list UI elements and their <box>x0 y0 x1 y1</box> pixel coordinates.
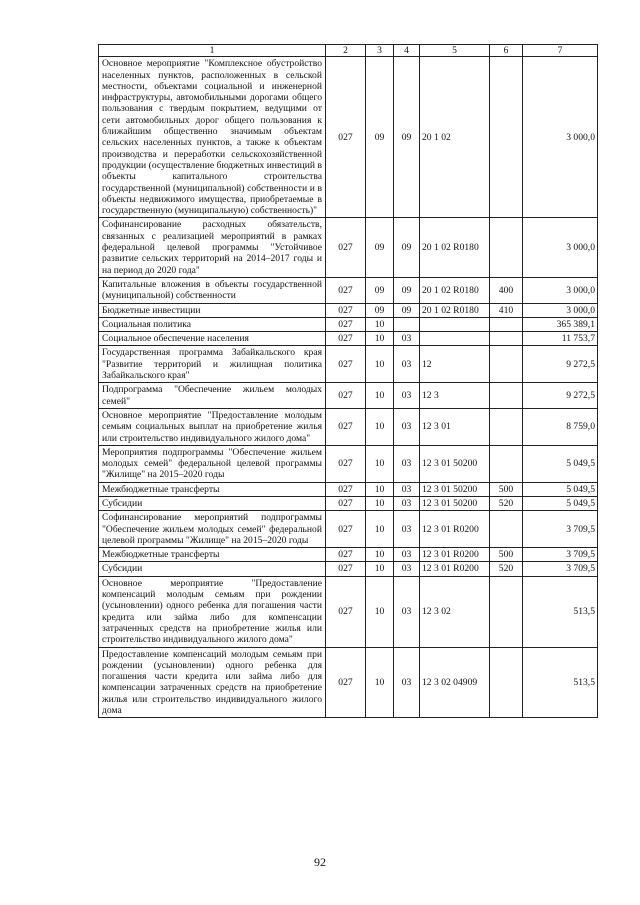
table-row <box>99 277 598 303</box>
row-name-cell: Основное мероприятие "Комплексное обустройство населенных пунктов, расположенных в сельской местности, объектами социальной и инженерной инфраструктуры, автомобильными дорогами общего пользования с твердым покрытием, ведущими от сети автомобильных дорог общего пользования к ближайшим общественно значимым объектам сельских населенных пунктов, а также к объектам производства и переработки сельскохозяйственной продукции (осуществление бюджетных инвестиций в объекты капитального строительства государственной (муниципальной) собственности и в объекты недвижимого имущества, приобретаемые в государственную (муниципальную) собственность)" <box>99 57 326 218</box>
section-code-cell: 10 <box>366 482 394 496</box>
ministry-code-cell: 027 <box>326 332 366 346</box>
subsection-code-cell: 09 <box>394 303 420 317</box>
row-name-cell: Мероприятия подпрограммы "Обеспечение жильем молодых семей" федеральной целевой программы "Жилище" на 2015–2020 годы <box>99 445 326 482</box>
subsection-code-cell: 03 <box>394 346 420 383</box>
section-code-cell: 09 <box>366 57 394 218</box>
table-row <box>99 346 598 383</box>
section-code-cell: 10 <box>366 562 394 576</box>
ministry-code-cell: 027 <box>326 548 366 562</box>
amount-cell: 8 759,0 <box>523 408 598 445</box>
ministry-code-cell: 027 <box>326 346 366 383</box>
expense-type-cell <box>490 408 523 445</box>
subsection-code-cell: 03 <box>394 562 420 576</box>
subsection-code-cell: 03 <box>394 496 420 510</box>
table-row <box>99 57 598 218</box>
ministry-code-cell: 027 <box>326 303 366 317</box>
table-row <box>99 383 598 409</box>
expense-type-cell: 520 <box>490 496 523 510</box>
target-article-cell: 20 1 02 R0180 <box>420 218 490 277</box>
section-code-cell: 10 <box>366 445 394 482</box>
amount-cell: 5 049,5 <box>523 445 598 482</box>
expense-type-cell <box>490 317 523 331</box>
amount-cell: 11 753,7 <box>523 332 598 346</box>
row-name-cell: Государственная программа Забайкальского края "Развитие территорий и жилищная политика Забайкальского края" <box>99 346 326 383</box>
row-name-cell: Межбюджетные трансферты <box>99 548 326 562</box>
table-row <box>99 317 598 331</box>
section-code-cell: 09 <box>366 277 394 303</box>
table-row <box>99 576 598 647</box>
table-body <box>99 45 598 718</box>
subsection-code-cell: 09 <box>394 218 420 277</box>
expense-type-cell <box>490 576 523 647</box>
table-row <box>99 408 598 445</box>
target-article-cell: 12 3 01 <box>420 408 490 445</box>
header-cell: 4 <box>394 45 420 57</box>
row-name-cell: Социальное обеспечение населения <box>99 332 326 346</box>
target-article-cell: 12 3 <box>420 383 490 409</box>
expense-type-cell: 500 <box>490 482 523 496</box>
header-cell: 2 <box>326 45 366 57</box>
row-name-cell: Основное мероприятие "Предоставление компенсаций молодым семьям при рождении (усыновлении) одного ребенка для погашения части кредита или займа либо для компенсации затраченных средств на приобретение жилья или строительство индивидуального жилого дома" <box>99 576 326 647</box>
amount-cell: 3 000,0 <box>523 303 598 317</box>
amount-cell: 9 272,5 <box>523 346 598 383</box>
ministry-code-cell: 027 <box>326 383 366 409</box>
row-name-cell: Межбюджетные трансферты <box>99 482 326 496</box>
table-row <box>99 218 598 277</box>
subsection-code-cell: 03 <box>394 332 420 346</box>
ministry-code-cell: 027 <box>326 576 366 647</box>
expense-type-cell: 410 <box>490 303 523 317</box>
table-row <box>99 445 598 482</box>
row-name-cell: Основное мероприятие "Предоставление молодым семьям социальных выплат на приобретение жилья или строительство индивидуального жилого дома" <box>99 408 326 445</box>
section-code-cell: 10 <box>366 647 394 718</box>
table-row <box>99 496 598 510</box>
section-code-cell: 10 <box>366 511 394 548</box>
subsection-code-cell <box>394 317 420 331</box>
table-row <box>99 332 598 346</box>
target-article-cell: 20 1 02 R0180 <box>420 277 490 303</box>
row-name-cell: Предоставление компенсаций молодым семьям при рождении (усыновлении) одного ребенка для погашения части кредита или займа либо для компенсации затраченных средств на приобретение жилья или строительство индивидуального жилого дома <box>99 647 326 718</box>
target-article-cell: 12 3 01 50200 <box>420 496 490 510</box>
target-article-cell: 12 3 02 04909 <box>420 647 490 718</box>
target-article-cell: 12 <box>420 346 490 383</box>
expense-type-cell <box>490 445 523 482</box>
subsection-code-cell: 03 <box>394 576 420 647</box>
subsection-code-cell: 03 <box>394 647 420 718</box>
subsection-code-cell: 03 <box>394 482 420 496</box>
subsection-code-cell: 03 <box>394 445 420 482</box>
table-row <box>99 548 598 562</box>
section-code-cell: 10 <box>366 408 394 445</box>
amount-cell: 5 049,5 <box>523 482 598 496</box>
expense-type-cell <box>490 332 523 346</box>
header-cell: 7 <box>523 45 598 57</box>
row-name-cell: Подпрограмма "Обеспечение жильем молодых семей" <box>99 383 326 409</box>
expense-type-cell <box>490 511 523 548</box>
section-code-cell: 10 <box>366 576 394 647</box>
amount-cell: 3 000,0 <box>523 218 598 277</box>
target-article-cell <box>420 317 490 331</box>
subsection-code-cell: 03 <box>394 408 420 445</box>
table-header-row <box>99 45 598 57</box>
target-article-cell: 12 3 01 50200 <box>420 445 490 482</box>
section-code-cell: 10 <box>366 548 394 562</box>
amount-cell: 9 272,5 <box>523 383 598 409</box>
table-row <box>99 511 598 548</box>
ministry-code-cell: 027 <box>326 482 366 496</box>
amount-cell: 3 709,5 <box>523 562 598 576</box>
table-row <box>99 647 598 718</box>
header-cell: 6 <box>490 45 523 57</box>
row-name-cell: Софинансирование мероприятий подпрограммы "Обеспечение жильем молодых семей" федеральной целевой программы "Жилище" на 2015–2020 годы <box>99 511 326 548</box>
section-code-cell: 10 <box>366 496 394 510</box>
target-article-cell: 12 3 02 <box>420 576 490 647</box>
target-article-cell <box>420 332 490 346</box>
row-name-cell: Бюджетные инвестиции <box>99 303 326 317</box>
subsection-code-cell: 09 <box>394 57 420 218</box>
amount-cell: 5 049,5 <box>523 496 598 510</box>
target-article-cell: 12 3 01 R0200 <box>420 548 490 562</box>
amount-cell: 3 709,5 <box>523 548 598 562</box>
subsection-code-cell: 09 <box>394 277 420 303</box>
expense-type-cell <box>490 218 523 277</box>
ministry-code-cell: 027 <box>326 445 366 482</box>
expense-type-cell: 520 <box>490 562 523 576</box>
amount-cell: 513,5 <box>523 576 598 647</box>
header-cell: 5 <box>420 45 490 57</box>
subsection-code-cell: 03 <box>394 548 420 562</box>
target-article-cell: 12 3 01 R0200 <box>420 562 490 576</box>
amount-cell: 3 000,0 <box>523 277 598 303</box>
table-row <box>99 562 598 576</box>
ministry-code-cell: 027 <box>326 317 366 331</box>
row-name-cell: Субсидии <box>99 562 326 576</box>
section-code-cell: 10 <box>366 332 394 346</box>
expense-type-cell <box>490 647 523 718</box>
target-article-cell: 20 1 02 <box>420 57 490 218</box>
amount-cell: 3 000,0 <box>523 57 598 218</box>
table-row <box>99 482 598 496</box>
page-number: 92 <box>314 855 326 869</box>
table-row <box>99 303 598 317</box>
ministry-code-cell: 027 <box>326 408 366 445</box>
section-code-cell: 09 <box>366 218 394 277</box>
budget-table <box>98 44 598 718</box>
expense-type-cell: 500 <box>490 548 523 562</box>
row-name-cell: Софинансирование расходных обязательств, связанных с реализацией мероприятий в рамках федеральной целевой программы "Устойчивое развитие сельских территорий на 2014–2017 годы и на период до 2020 года" <box>99 218 326 277</box>
target-article-cell: 12 3 01 R0200 <box>420 511 490 548</box>
row-name-cell: Капитальные вложения в объекты государственной (муниципальной) собственности <box>99 277 326 303</box>
subsection-code-cell: 03 <box>394 383 420 409</box>
ministry-code-cell: 027 <box>326 57 366 218</box>
ministry-code-cell: 027 <box>326 511 366 548</box>
section-code-cell: 09 <box>366 303 394 317</box>
amount-cell: 365 389,1 <box>523 317 598 331</box>
row-name-cell: Социальная политика <box>99 317 326 331</box>
subsection-code-cell: 03 <box>394 511 420 548</box>
ministry-code-cell: 027 <box>326 218 366 277</box>
expense-type-cell <box>490 346 523 383</box>
header-cell: 1 <box>99 45 326 57</box>
amount-cell: 513,5 <box>523 647 598 718</box>
ministry-code-cell: 027 <box>326 277 366 303</box>
section-code-cell: 10 <box>366 346 394 383</box>
ministry-code-cell: 027 <box>326 647 366 718</box>
target-article-cell: 12 3 01 50200 <box>420 482 490 496</box>
section-code-cell: 10 <box>366 383 394 409</box>
expense-type-cell <box>490 57 523 218</box>
expense-type-cell <box>490 383 523 409</box>
target-article-cell: 20 1 02 R0180 <box>420 303 490 317</box>
ministry-code-cell: 027 <box>326 496 366 510</box>
ministry-code-cell: 027 <box>326 562 366 576</box>
section-code-cell: 10 <box>366 317 394 331</box>
header-cell: 3 <box>366 45 394 57</box>
expense-type-cell: 400 <box>490 277 523 303</box>
amount-cell: 3 709,5 <box>523 511 598 548</box>
row-name-cell: Субсидии <box>99 496 326 510</box>
